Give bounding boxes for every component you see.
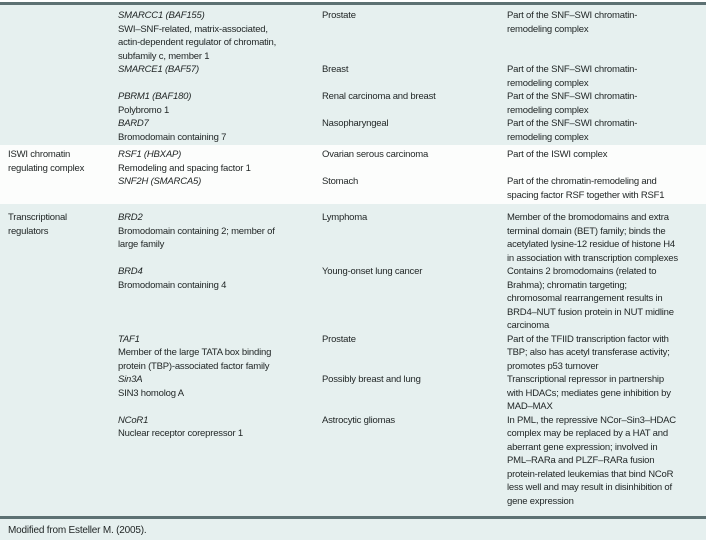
category-cell xyxy=(8,265,118,333)
function-line: in association with transcription complexes xyxy=(507,252,678,264)
gene-description-line: Member of the large TATA box binding xyxy=(118,347,272,358)
gene-symbol: NCoR1 xyxy=(118,414,149,426)
gene-symbol: RSF1 (HBXAP) xyxy=(118,149,182,160)
category-cell xyxy=(8,414,118,509)
function-line: BRD4–NUT fusion protein in NUT midline xyxy=(507,306,674,318)
gene-description-line: Remodeling and spacing factor 1 xyxy=(118,162,251,174)
tumor-cell xyxy=(322,414,507,509)
tumor-cell xyxy=(322,148,507,175)
tumor-type: Lymphoma xyxy=(322,212,368,223)
category-cell xyxy=(8,211,118,265)
function-line: Part of the chromatin-remodeling and xyxy=(507,176,657,187)
function-line: Transcriptional repressor in partnership xyxy=(507,374,664,385)
tumor-type: Astrocytic gliomas xyxy=(322,414,395,426)
function-cell xyxy=(507,148,698,175)
gene-symbol: SMARCE1 (BAF57) xyxy=(118,64,199,75)
function-line: carcinoma xyxy=(507,320,550,331)
category-cell xyxy=(8,148,118,175)
category-label-line: regulating complex xyxy=(8,162,85,174)
function-line: Part of the TFIID transcription factor with xyxy=(507,333,669,345)
category-cell xyxy=(8,90,118,117)
function-cell xyxy=(507,90,698,117)
function-line: promotes p53 turnover xyxy=(507,360,599,372)
gene-cell xyxy=(118,9,322,63)
gene-description-line: Nuclear receptor corepressor 1 xyxy=(118,428,243,439)
tumor-cell xyxy=(322,117,507,144)
table-section xyxy=(0,5,706,145)
tumor-cell xyxy=(322,265,507,333)
function-line: aberrant gene expression; involved in xyxy=(507,441,658,453)
category-label-line: ISWI chromatin xyxy=(8,149,71,160)
tumor-type: Nasopharyngeal xyxy=(322,118,389,129)
function-line: MAD–MAX xyxy=(507,401,553,412)
function-cell xyxy=(507,63,698,90)
gene-description-line: Bromodomain containing 4 xyxy=(118,279,227,291)
table-caption: Modified from Esteller M. (2005). xyxy=(8,525,147,536)
gene-symbol: Sin3A xyxy=(118,374,143,385)
gene-cell xyxy=(118,90,322,117)
function-cell xyxy=(507,333,698,374)
category-label-line: regulators xyxy=(8,225,49,237)
function-line: protein-related leukemias that bind NCoR xyxy=(507,468,674,480)
tumor-type: Prostate xyxy=(322,10,356,21)
function-line: remodeling complex xyxy=(507,131,589,143)
tumor-type: Young-onset lung cancer xyxy=(322,266,423,277)
table-section xyxy=(0,204,706,516)
function-line: terminal domain (BET) family; binds the xyxy=(507,225,666,237)
function-line: gene expression xyxy=(507,495,574,507)
category-cell xyxy=(8,175,118,202)
tumor-cell xyxy=(322,90,507,117)
gene-cell xyxy=(118,265,322,333)
gene-description-line: Bromodomain containing 7 xyxy=(118,131,227,143)
function-line: with HDACs; mediates gene inhibition by xyxy=(507,387,671,399)
tumor-type: Renal carcinoma and breast xyxy=(322,91,436,102)
gene-description-line: subfamily c, member 1 xyxy=(118,50,210,62)
gene-cell xyxy=(118,373,322,414)
gene-description-line: Polybromo 1 xyxy=(118,104,170,116)
function-line: remodeling complex xyxy=(507,104,589,116)
table-body xyxy=(0,5,706,516)
gene-cell xyxy=(118,148,322,175)
gene-cell xyxy=(118,414,322,509)
function-line: complex may be replaced by a HAT and xyxy=(507,428,668,439)
function-line: TBP; also has acetyl transferase activity; xyxy=(507,347,670,358)
function-line: chromosomal rearrangement results in xyxy=(507,293,663,304)
gene-cell xyxy=(118,175,322,202)
gene-description-line: SIN3 homolog A xyxy=(118,387,184,399)
gene-symbol: SNF2H (SMARCA5) xyxy=(118,176,202,187)
function-line: Contains 2 bromodomains (related to xyxy=(507,266,657,277)
tumor-type: Breast xyxy=(322,64,349,75)
gene-cell xyxy=(118,117,322,144)
gene-description-line: actin-dependent regulator of chromatin, xyxy=(118,37,277,48)
function-line: Part of the SNF–SWI chromatin- xyxy=(507,64,638,75)
caption-band xyxy=(0,519,706,540)
category-cell xyxy=(8,373,118,414)
gene-symbol: BARD7 xyxy=(118,118,149,129)
function-line: Part of the ISWI complex xyxy=(507,149,608,160)
tumor-cell xyxy=(322,9,507,63)
gene-cell xyxy=(118,333,322,374)
function-line: remodeling complex xyxy=(507,23,589,35)
function-line: less well and may result in disinhibition of xyxy=(507,482,672,493)
function-line: remodeling complex xyxy=(507,77,589,89)
category-label-line: Transcriptional xyxy=(8,212,67,223)
tumor-cell xyxy=(322,63,507,90)
function-line: Member of the bromodomains and extra xyxy=(507,212,669,223)
tumor-type: Stomach xyxy=(322,176,359,187)
tumor-cell xyxy=(322,373,507,414)
gene-cell xyxy=(118,211,322,265)
category-cell xyxy=(8,117,118,144)
gene-description-line: protein (TBP)-associated factor family xyxy=(118,360,270,372)
tumor-cell xyxy=(322,211,507,265)
gene-description-line: Bromodomain containing 2; member of xyxy=(118,225,275,237)
gene-symbol: BRD2 xyxy=(118,212,143,223)
function-line: Part of the SNF–SWI chromatin- xyxy=(507,118,638,129)
function-line: acetylated lysine-12 residue of histone H4 xyxy=(507,239,675,250)
category-cell xyxy=(8,333,118,374)
function-cell xyxy=(507,265,698,333)
tumor-cell xyxy=(322,333,507,374)
gene-symbol: TAF1 xyxy=(118,333,140,345)
gene-symbol: PBRM1 (BAF180) xyxy=(118,91,192,102)
category-cell xyxy=(8,63,118,90)
function-cell xyxy=(507,414,698,509)
function-line: In PML, the repressive NCor–Sin3–HDAC xyxy=(507,414,676,426)
function-line: Brahma); chromatin targeting; xyxy=(507,279,627,291)
tumor-cell xyxy=(322,175,507,202)
function-cell xyxy=(507,175,698,202)
gene-symbol: SMARCC1 (BAF155) xyxy=(118,10,205,21)
function-line: spacing factor RSF together with RSF1 xyxy=(507,189,665,201)
function-cell xyxy=(507,211,698,265)
function-line: Part of the SNF–SWI chromatin- xyxy=(507,10,638,21)
tumor-type: Ovarian serous carcinoma xyxy=(322,149,429,160)
category-cell xyxy=(8,9,118,63)
gene-symbol: BRD4 xyxy=(118,266,143,277)
function-line: PML–RARa and PLZF–RARa fusion xyxy=(507,455,655,466)
function-cell xyxy=(507,373,698,414)
function-cell xyxy=(507,117,698,144)
table-section xyxy=(0,145,706,204)
gene-description-line: large family xyxy=(118,239,165,250)
function-cell xyxy=(507,9,698,63)
tumor-type: Possibly breast and lung xyxy=(322,374,421,385)
gene-description-line: SWI–SNF-related, matrix-associated, xyxy=(118,23,268,35)
function-line: Part of the SNF–SWI chromatin- xyxy=(507,91,638,102)
gene-cell xyxy=(118,63,322,90)
tumor-type: Prostate xyxy=(322,333,356,345)
